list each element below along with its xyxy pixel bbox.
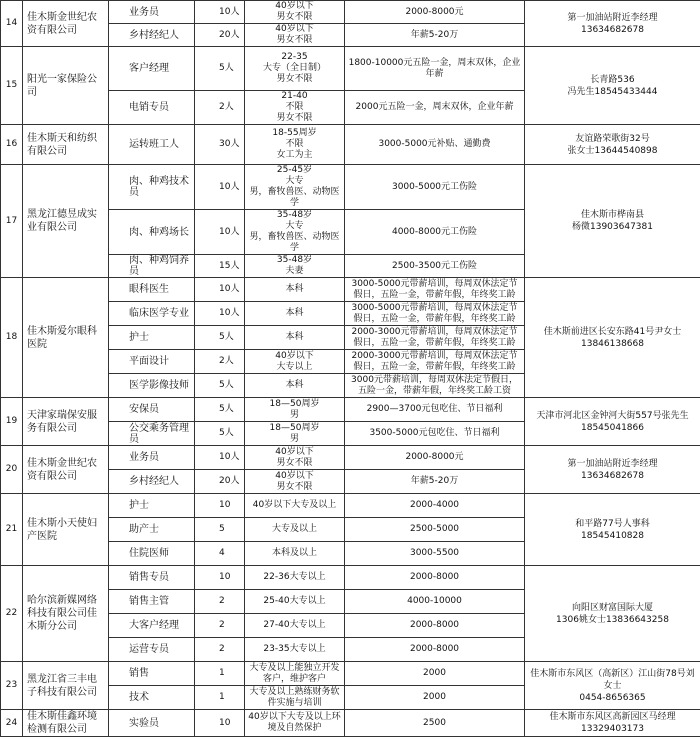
position-cell: 运营专员 xyxy=(109,638,195,662)
salary-cell: 1800-10000元五险一金，周末双休，企业年薪 xyxy=(345,47,525,91)
requirement-cell: 40岁以下 男女不限 xyxy=(245,24,345,47)
row-number-cell: 16 xyxy=(1,125,23,165)
headcount-cell: 5人 xyxy=(195,47,245,91)
row-number-cell: 23 xyxy=(1,662,23,710)
company-name-cell: 阳光一家保险公司 xyxy=(23,47,109,125)
position-cell: 销售 xyxy=(109,662,195,686)
salary-cell: 年薪5-20万 xyxy=(345,470,525,494)
row-number-cell: 20 xyxy=(1,446,23,494)
row-number-cell: 15 xyxy=(1,47,23,125)
salary-cell: 2000元五险一金，周末双休，企业年薪 xyxy=(345,91,525,125)
position-cell: 护士 xyxy=(109,326,195,350)
contact-cell: 向阳区财富国际大厦 1306姚女士13836643258 xyxy=(525,566,700,662)
position-cell: 销售专员 xyxy=(109,566,195,590)
headcount-cell: 15人 xyxy=(195,255,245,278)
requirement-cell: 40岁以下 男女不限 xyxy=(245,470,345,494)
salary-cell: 3000元带薪培训，每周双休法定节假日，五险一金，带薪年假，年终奖工龄工资 xyxy=(345,374,525,398)
requirement-cell: 40岁以下 男女不限 xyxy=(245,1,345,24)
contact-cell: 佳木斯前进区长安东路41号尹女士13846138668 xyxy=(525,278,700,398)
salary-cell: 3000-5000元补贴、通勤费 xyxy=(345,125,525,165)
headcount-cell: 30人 xyxy=(195,125,245,165)
contact-cell: 佳木斯市东风区高新园区马经理13329403173 xyxy=(525,710,700,737)
contact-cell: 第一加油站附近李经理 13634682678 xyxy=(525,446,700,494)
position-cell: 肉、种鸡饲养员 xyxy=(109,255,195,278)
position-cell: 公交乘务管理员 xyxy=(109,422,195,446)
row-number-cell: 18 xyxy=(1,278,23,398)
position-cell: 住院医师 xyxy=(109,542,195,566)
table-row xyxy=(1,1,700,24)
position-cell: 业务员 xyxy=(109,446,195,470)
position-cell: 乡村经纪人 xyxy=(109,470,195,494)
salary-cell: 2000 xyxy=(345,662,525,686)
salary-cell: 2500 xyxy=(345,710,525,737)
headcount-cell: 2 xyxy=(195,590,245,614)
row-number-cell: 22 xyxy=(1,566,23,662)
requirement-cell: 40岁以下大专及以上环境及自然保护 xyxy=(245,710,345,737)
requirement-cell: 大专及以上熟练财务软件实施与培训 xyxy=(245,686,345,710)
requirement-cell: 22-36大专以上 xyxy=(245,566,345,590)
headcount-cell: 10 xyxy=(195,494,245,518)
company-name-cell: 黑龙江德昱成实业有限公司 xyxy=(23,165,109,278)
requirement-cell: 35-48岁 夫妻 xyxy=(245,255,345,278)
requirement-cell: 35-48岁 大专 男，畜牧兽医、动物医学 xyxy=(245,210,345,255)
headcount-cell: 10人 xyxy=(195,1,245,24)
headcount-cell: 5人 xyxy=(195,374,245,398)
contact-cell: 第一加油站附近李经理 13634682678 xyxy=(525,1,700,47)
position-cell: 业务员 xyxy=(109,1,195,24)
headcount-cell: 10人 xyxy=(195,210,245,255)
position-cell: 护士 xyxy=(109,494,195,518)
salary-cell: 2500-3500元工伤险 xyxy=(345,255,525,278)
headcount-cell: 5 xyxy=(195,518,245,542)
position-cell: 运转班工人 xyxy=(109,125,195,165)
requirement-cell: 25-40大专以上 xyxy=(245,590,345,614)
requirement-cell: 23-35大专以上 xyxy=(245,638,345,662)
company-name-cell: 佳木斯金世纪农资有限公司 xyxy=(23,446,109,494)
position-cell: 医学影像技师 xyxy=(109,374,195,398)
row-number-cell: 24 xyxy=(1,710,23,737)
salary-cell: 3000-5000元工伤险 xyxy=(345,165,525,210)
requirement-cell: 大专及以上 xyxy=(245,518,345,542)
company-name-cell: 哈尔滨新媒网络科技有限公司佳木斯分公司 xyxy=(23,566,109,662)
salary-cell: 2900—3700元包吃住、节日福利 xyxy=(345,398,525,422)
table-row xyxy=(1,662,700,686)
headcount-cell: 1 xyxy=(195,662,245,686)
table-row xyxy=(1,446,700,470)
requirement-cell: 大专及以上能独立开发客户，维护客户 xyxy=(245,662,345,686)
table-row xyxy=(1,710,700,737)
salary-cell: 2500-5000 xyxy=(345,518,525,542)
table-row xyxy=(1,278,700,302)
requirement-cell: 本科 xyxy=(245,326,345,350)
row-number-cell: 17 xyxy=(1,165,23,278)
position-cell: 助产士 xyxy=(109,518,195,542)
headcount-cell: 10 xyxy=(195,710,245,737)
headcount-cell: 20人 xyxy=(195,470,245,494)
table-body xyxy=(1,1,700,737)
position-cell: 乡村经纪人 xyxy=(109,24,195,47)
headcount-cell: 10人 xyxy=(195,278,245,302)
salary-cell: 3000-5000元带薪培训，每周双休法定节假日，五险一金，带薪年假，年终奖工龄 xyxy=(345,278,525,302)
requirement-cell: 18-55周岁 不限 女工为主 xyxy=(245,125,345,165)
position-cell: 电销专员 xyxy=(109,91,195,125)
table-row xyxy=(1,398,700,422)
headcount-cell: 1 xyxy=(195,686,245,710)
table-row xyxy=(1,494,700,518)
contact-cell: 友谊路荣歌街32号 张女士13644540898 xyxy=(525,125,700,165)
requirement-cell: 18—50周岁 男 xyxy=(245,398,345,422)
row-number-cell: 19 xyxy=(1,398,23,446)
row-number-cell: 21 xyxy=(1,494,23,566)
headcount-cell: 10人 xyxy=(195,165,245,210)
requirement-cell: 本科 xyxy=(245,278,345,302)
salary-cell: 2000-3000元带薪培训，每周双休法定节假日，五险一金，带薪年假，年终奖工龄 xyxy=(345,326,525,350)
position-cell: 大客户经理 xyxy=(109,614,195,638)
requirement-cell: 40岁以下大专及以上 xyxy=(245,494,345,518)
salary-cell: 2000-3000元带薪培训，每周双休法定节假日，五险一金，带薪年假，年终奖工龄 xyxy=(345,350,525,374)
contact-cell: 和平路77号人事科 18545410828 xyxy=(525,494,700,566)
company-name-cell: 佳木斯天和纺织有限公司 xyxy=(23,125,109,165)
salary-cell: 2000-8000元 xyxy=(345,1,525,24)
position-cell: 实验员 xyxy=(109,710,195,737)
salary-cell: 3000-5500 xyxy=(345,542,525,566)
company-name-cell: 佳木斯爱尔眼科医院 xyxy=(23,278,109,398)
position-cell: 安保员 xyxy=(109,398,195,422)
salary-cell: 2000-8000 xyxy=(345,566,525,590)
position-cell: 肉、种鸡场长 xyxy=(109,210,195,255)
company-name-cell: 天津家瑞保安服务有限公司 xyxy=(23,398,109,446)
position-cell: 临床医学专业 xyxy=(109,302,195,326)
headcount-cell: 2 xyxy=(195,614,245,638)
requirement-cell: 25-45岁 大专 男，畜牧兽医、动物医学 xyxy=(245,165,345,210)
salary-cell: 3000-5000元带薪培训，每周双休法定节假日，五险一金，带薪年假，年终奖工龄 xyxy=(345,302,525,326)
table-row xyxy=(1,47,700,91)
requirement-cell: 27-40大专以上 xyxy=(245,614,345,638)
requirement-cell: 本科 xyxy=(245,374,345,398)
headcount-cell: 10人 xyxy=(195,302,245,326)
contact-cell: 佳木斯市东风区（高新区）江山街78号刘女士 0454-8656365 xyxy=(525,662,700,710)
position-cell: 技术 xyxy=(109,686,195,710)
salary-cell: 3500-5000元包吃住、节日福利 xyxy=(345,422,525,446)
table-row xyxy=(1,566,700,590)
company-name-cell: 佳木斯小天使妇产医院 xyxy=(23,494,109,566)
requirement-cell: 22-35 大专（全日制） 男女不限 xyxy=(245,47,345,91)
position-cell: 客户经理 xyxy=(109,47,195,91)
headcount-cell: 5人 xyxy=(195,398,245,422)
salary-cell: 2000-4000 xyxy=(345,494,525,518)
table-row xyxy=(1,125,700,165)
contact-cell: 长青路536 冯先生18545433444 xyxy=(525,47,700,125)
headcount-cell: 10 xyxy=(195,566,245,590)
requirement-cell: 18—50周岁 男 xyxy=(245,422,345,446)
salary-cell: 年薪5-20万 xyxy=(345,24,525,47)
company-name-cell: 佳木斯佳鑫环境检测有限公司 xyxy=(23,710,109,737)
requirement-cell: 40岁以下 大专以上 xyxy=(245,350,345,374)
requirement-cell: 本科 xyxy=(245,302,345,326)
salary-cell: 2000-8000元 xyxy=(345,446,525,470)
company-name-cell: 黑龙江省三丰电子科技有限公司 xyxy=(23,662,109,710)
position-cell: 平面设计 xyxy=(109,350,195,374)
headcount-cell: 2人 xyxy=(195,350,245,374)
requirement-cell: 40岁以下 男女不限 xyxy=(245,446,345,470)
requirement-cell: 21-40 不限 男女不限 xyxy=(245,91,345,125)
salary-cell: 2000-8000 xyxy=(345,638,525,662)
contact-cell: 佳木斯市桦南县 杨微13903647381 xyxy=(525,165,700,278)
headcount-cell: 5人 xyxy=(195,422,245,446)
row-number-cell: 14 xyxy=(1,1,23,47)
position-cell: 肉、种鸡技术员 xyxy=(109,165,195,210)
salary-cell: 4000-8000元工伤险 xyxy=(345,210,525,255)
contact-cell: 天津市河北区金钟河大街557号张先生 18545041866 xyxy=(525,398,700,446)
position-cell: 销售主管 xyxy=(109,590,195,614)
position-cell: 眼科医生 xyxy=(109,278,195,302)
requirement-cell: 本科及以上 xyxy=(245,542,345,566)
headcount-cell: 10人 xyxy=(195,446,245,470)
headcount-cell: 4 xyxy=(195,542,245,566)
headcount-cell: 2人 xyxy=(195,91,245,125)
company-name-cell: 佳木斯金世纪农资有限公司 xyxy=(23,1,109,47)
headcount-cell: 5人 xyxy=(195,326,245,350)
headcount-cell: 2 xyxy=(195,638,245,662)
table-row xyxy=(1,165,700,210)
salary-cell: 4000-10000 xyxy=(345,590,525,614)
salary-cell: 2000-8000 xyxy=(345,614,525,638)
headcount-cell: 20人 xyxy=(195,24,245,47)
salary-cell: 2000 xyxy=(345,686,525,710)
